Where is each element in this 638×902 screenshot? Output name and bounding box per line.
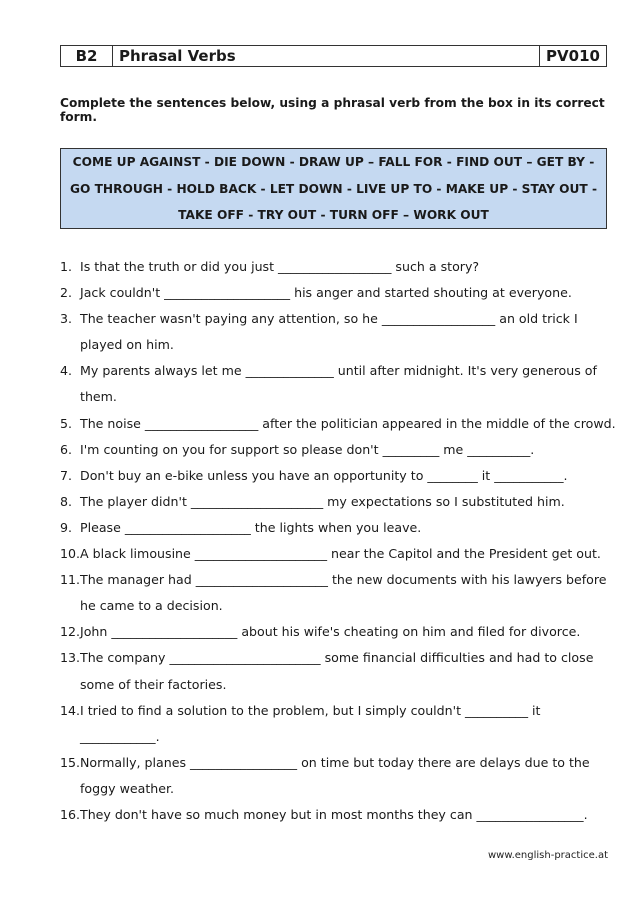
question-item	[60, 802, 620, 828]
question-text: Is that the truth or did you just __________________ such a story?	[80, 259, 480, 274]
question-text: Please ____________________ the lights when you leave.	[80, 519, 422, 535]
question-item	[60, 619, 620, 645]
question-number: 3.	[60, 311, 73, 327]
question-item	[60, 358, 620, 410]
question-number: 7.	[60, 467, 73, 483]
question-number: 15.	[60, 754, 81, 770]
question-text: The teacher wasn't paying any attention, so he __________________ an old trick I played on him.	[80, 311, 578, 353]
question-text: They don't have so much money but in most months they can _________________.	[80, 806, 588, 822]
question-text: John ____________________ about his wife's cheating on him and filed for divorce.	[80, 624, 581, 640]
question-item	[60, 254, 620, 280]
question-item	[60, 411, 620, 437]
question-number: 13.	[60, 650, 81, 666]
question-item	[60, 306, 620, 358]
question-item	[60, 280, 620, 306]
question-item	[60, 541, 620, 567]
question-number: 9.	[60, 519, 73, 535]
question-number: 16.	[60, 806, 81, 822]
question-text: The manager had _____________________ the new documents with his lawyers before he came to a decision.	[80, 572, 607, 614]
instructions: Complete the sentences below, using a phrasal verb from the box in its correct form.	[60, 96, 605, 124]
question-item	[60, 698, 620, 750]
question-item	[60, 515, 620, 541]
question-number: 2.	[60, 285, 73, 301]
worksheet-header	[60, 45, 607, 67]
question-item	[60, 645, 620, 697]
question-item	[60, 463, 620, 489]
question-number: 6.	[60, 441, 73, 457]
question-number: 14.	[60, 702, 81, 718]
question-number: 4.	[60, 363, 73, 379]
question-text: The player didn't _____________________ my expectations so I substituted him.	[80, 493, 565, 509]
question-number: 1.	[60, 259, 73, 274]
question-text: I tried to find a solution to the problem, but I simply couldn't __________ it ____________.	[80, 702, 541, 744]
question-text: Don't buy an e-bike unless you have an opportunity to ________ it ___________.	[80, 467, 568, 483]
level-label: B2	[61, 46, 113, 66]
question-text: A black limousine _____________________ near the Capitol and the President get out.	[80, 546, 601, 562]
worksheet-title: Phrasal Verbs	[113, 46, 540, 66]
question-number: 5.	[60, 415, 73, 431]
word-box: COME UP AGAINST - DIE DOWN - DRAW UP – FALL FOR - FIND OUT – GET BY - GO THROUGH - HOLD BACK - LET DOWN - LIVE UP TO - MAKE UP - STAY OUT - TAKE OFF - TRY OUT - TURN OFF – WORK OUT	[60, 148, 607, 229]
question-text: Jack couldn't ____________________ his anger and started shouting at everyone.	[80, 285, 572, 301]
question-number: 11.	[60, 572, 81, 588]
question-item	[60, 750, 620, 802]
question-number: 10.	[60, 546, 81, 562]
question-number: 8.	[60, 493, 73, 509]
question-text: I'm counting on you for support so please don't _________ me __________.	[80, 441, 535, 457]
question-list	[60, 254, 620, 828]
question-text: The noise __________________ after the politician appeared in the middle of the crowd.	[80, 415, 616, 431]
question-item	[60, 437, 620, 463]
footer-url: www.english-practice.at	[487, 850, 608, 861]
question-text: Normally, planes _________________ on time but today there are delays due to the foggy weather.	[80, 754, 590, 796]
question-text: My parents always let me ______________ until after midnight. It's very generous of them.	[80, 363, 597, 405]
question-item	[60, 489, 620, 515]
question-item	[60, 567, 620, 619]
question-text: The company ________________________ some financial difficulties and had to close some of their factories.	[80, 650, 594, 692]
worksheet-code: PV010	[546, 47, 600, 65]
question-number: 12.	[60, 624, 81, 640]
